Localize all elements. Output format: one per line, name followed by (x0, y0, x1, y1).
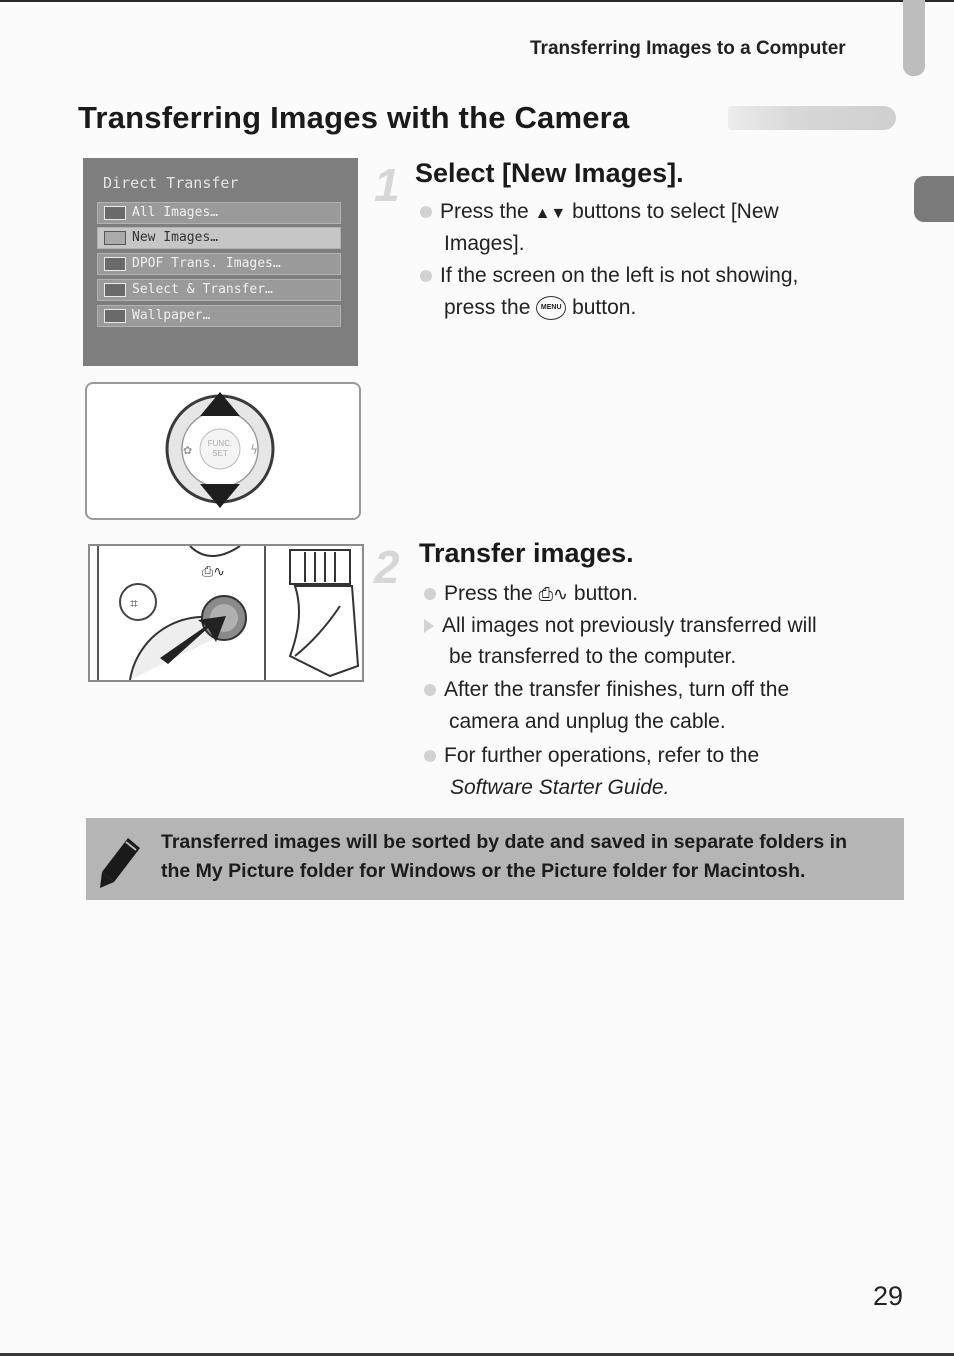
step-1-bullet-2: If the screen on the left is not showing, (420, 260, 890, 292)
note-text: Transferred images will be sorted by date and saved in separate folders in the My Picture folder for Windows or the Picture folder for Macintosh. (161, 831, 847, 882)
menu-item-dpof: DPOF Trans. Images… (97, 253, 341, 275)
direct-transfer-menu-image (83, 158, 358, 366)
svg-text:SET: SET (212, 449, 228, 458)
menu-item-all-images: All Images… (97, 202, 341, 224)
bullet-icon (424, 588, 436, 600)
bullet-icon (420, 270, 432, 282)
result-arrow-icon (424, 619, 434, 633)
camera-svg (90, 546, 362, 680)
shooting-button-icon (120, 584, 156, 620)
top-rule (0, 0, 954, 2)
step-2-bullet-3-cont: camera and unplug the cable. (449, 710, 726, 733)
transfer-icon (104, 231, 126, 245)
step-2-bullet-1: Press the ⎙∿ button. (424, 578, 884, 610)
step-1-bullet-1: Press the ▲▼ buttons to select [New (420, 196, 880, 230)
page-number: 29 (873, 1281, 904, 1311)
bullet-icon (424, 750, 436, 762)
macro-icon: ✿ (183, 444, 193, 457)
step-2-number: 2 (374, 541, 400, 593)
dial-svg (87, 384, 359, 518)
title-decoration-bar (728, 106, 896, 130)
control-dial-illustration (85, 382, 361, 520)
step-2-bullet-2: All images not previously transferred will (424, 610, 894, 642)
step-2-bullet-4-cont: Software Starter Guide. (450, 776, 670, 799)
bullet-icon (424, 684, 436, 696)
camera-print-button-illustration (88, 544, 364, 682)
func-set-label: FUNC. (207, 439, 233, 448)
print-share-icon: ⎙∿ (202, 564, 225, 580)
transfer-icon (104, 206, 126, 220)
step-2-title: Transfer images. (419, 538, 634, 568)
menu-item-select-transfer: Select & Transfer… (97, 279, 341, 301)
menu-item-wallpaper: Wallpaper… (97, 305, 341, 327)
chapter-tab (914, 176, 954, 222)
dpof-icon (104, 257, 126, 271)
menu-button-icon: MENU (536, 296, 566, 320)
running-header: Transferring Images to a Computer (530, 38, 846, 59)
menu-item-new-images: New Images… (97, 227, 341, 249)
menu-title: Direct Transfer (103, 174, 239, 192)
wallpaper-icon (104, 309, 126, 323)
step-1-number: 1 (374, 159, 400, 211)
cable-connector (290, 550, 350, 584)
step-1-title: Select [New Images]. (415, 158, 684, 188)
svg-text:⌗: ⌗ (130, 596, 138, 612)
page-edge-tab (903, 0, 925, 76)
pencil-icon (98, 836, 142, 895)
step-2-bullet-3: After the transfer finishes, turn off the (424, 674, 894, 706)
step-2-bullet-4: For further operations, refer to the (424, 740, 894, 772)
flash-icon: ϟ (250, 443, 258, 457)
step-1-bullet-1-cont: Images]. (444, 232, 525, 255)
section-title: Transferring Images with the Camera (78, 100, 630, 135)
step-1-bullet-2-cont: press the MENU button. (444, 296, 637, 319)
print-share-icon: ⎙∿ (538, 584, 569, 604)
transfer-icon (104, 283, 126, 297)
bullet-icon (420, 206, 432, 218)
step-2-bullet-2-cont: be transferred to the computer. (449, 645, 737, 668)
up-down-arrow-icon: ▲▼ (534, 205, 567, 222)
